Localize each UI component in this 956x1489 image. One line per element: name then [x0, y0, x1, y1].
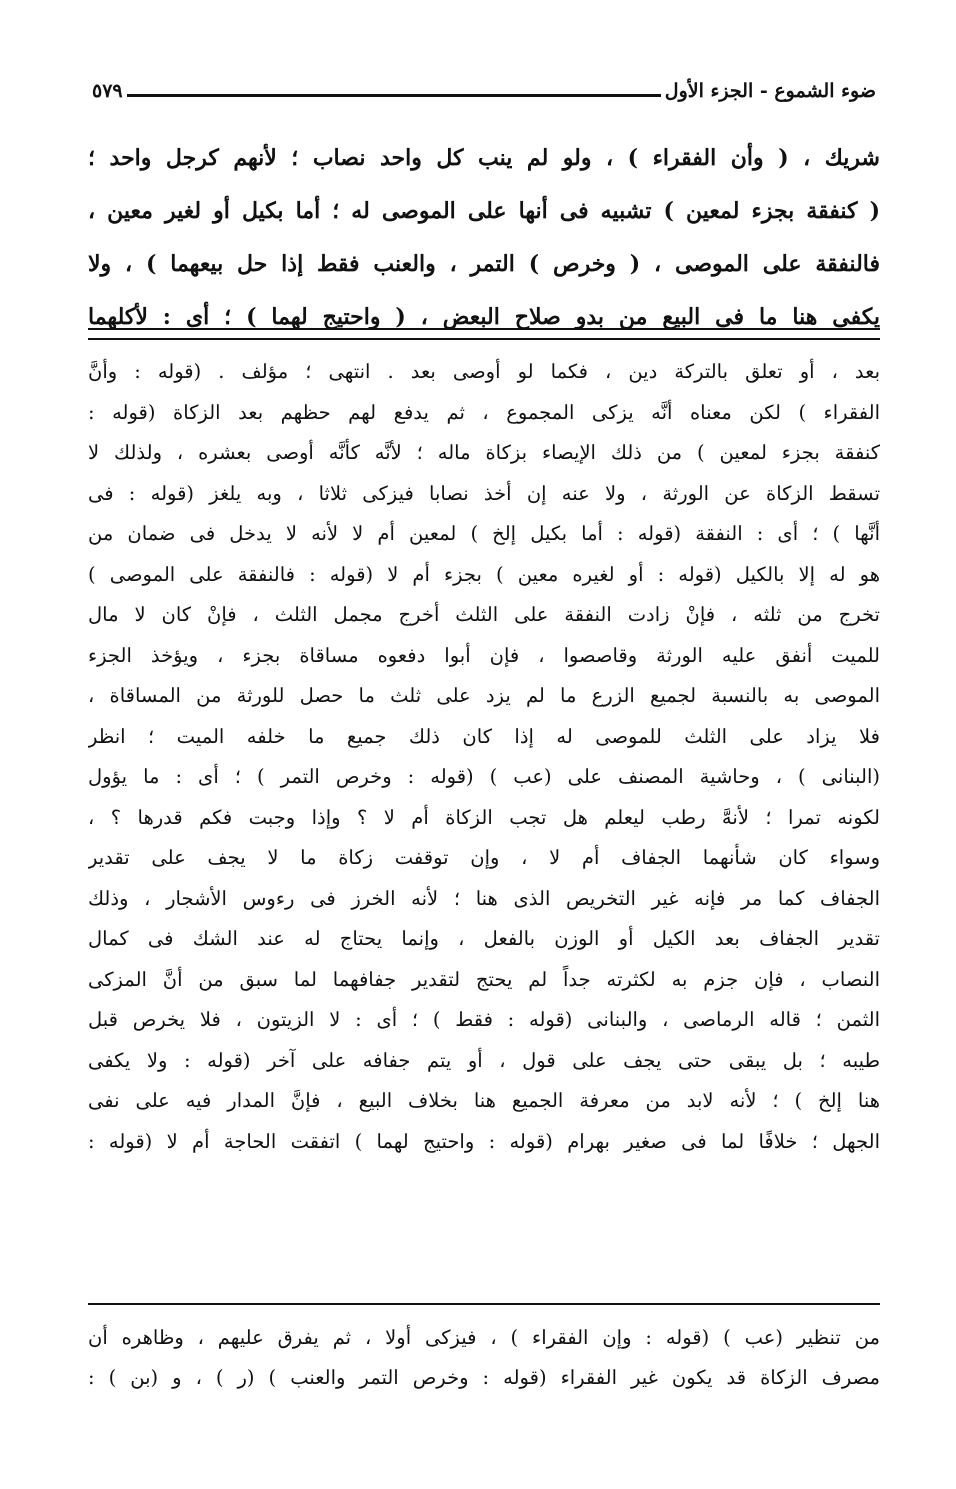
- commentary-line: الجفاف كما مر فإنه غير التخريص الذى هنا ؛ لأنه الخرز فى رءوس الأشجار ، وذلك: [88, 886, 880, 910]
- commentary-line: هنا إلخ ) ؛ لأنه لابد من معرفة الجميع هنا بخلاف البيع ، فإنَّ المدار فيه على نفى: [88, 1089, 880, 1112]
- matn-line: يكفى هنا ما فى البيع من بدو صلاح البعض ، ( واحتيج لهما ) ؛ أى : لأكلهما: [88, 304, 880, 330]
- main-matn-text: [88, 132, 880, 344]
- commentary-line: كنفقة بجزء لمعين ) من ذلك الإيصاء بزكاة ماله ؛ لأنَّه كأنَّه أوصى بعشره ، ولذلك لا: [88, 441, 880, 464]
- commentary-line: الجهل ؛ خلافًا لما فى صغير بهرام (قوله : واحتيج لهما ) اتفقت الحاجة أم لا (قوله :: [88, 1129, 880, 1153]
- commentary-line: لكونه تمرا ؛ لأنهَّ رطب ليعلم هل تجب الزكاة أم لا ؟ وإذا وجبت فكم قدرها ؟ ،: [88, 805, 880, 829]
- book-page: [88, 70, 880, 1440]
- matn-line: شريك ، ( وأن الفقراء ) ، ولو لم ينب كل واحد نصاب ؛ لأنهم كرجل واحد ؛: [88, 145, 880, 171]
- matn-line: ( كنفقة بجزء لمعين ) تشبيه فى أنها على الموصى له ؛ أما بكيل أو لغير معين ،: [88, 198, 880, 224]
- footnote-rule: [88, 1303, 880, 1305]
- commentary-text: [88, 352, 880, 1162]
- commentary-line: للميت أنفق عليه الورثة وقاصصوا ، فإن أبوا دفعوه مساقاة بجزء ، ويؤخذ الجزء: [88, 643, 880, 667]
- commentary-line: هو له إلا بالكيل (قوله : أو لغيره معين ) بجزء أم لا (قوله : فالنفقة على الموصى ): [88, 562, 880, 586]
- footnote-line: مصرف الزكاة قد يكون غير الفقراء (قوله : وخرص التمر والعنب ) (ر ) ، و (بن ) :: [88, 1366, 880, 1389]
- commentary-line: أنَّها ) ؛ أى : النفقة (قوله : أما بكيل إلخ ) لمعين أم لا لأنه لا يدخل فى ضمان من: [88, 522, 880, 545]
- commentary-line: تخرج من ثلثه ، فإنْ زادت النفقة على الثلث أخرج مجمل الثلث ، فإنْ كان لا مال: [88, 603, 880, 626]
- commentary-line: النصاب ، فإن جزم به لكثرته جداً لم يحتج لتقدير جفافهما لما سبق من أنَّ المزكى: [88, 967, 880, 991]
- commentary-line: طيبه ؛ بل يبقى حتى يجف على قول ، أو يتم جفافه على آخر (قوله : ولا يكفى: [88, 1048, 880, 1072]
- footnote-line: من تنظير (عب ) (قوله : وإن الفقراء ) ، فيزكى أولا ، ثم يفرق عليهم ، وظاهره أن: [88, 1326, 880, 1349]
- commentary-line: الثمن ؛ قاله الرماصى ، والبنانى (قوله : فقط ) ؛ أى : لا الزيتون ، فلا يخرص قبل: [88, 1008, 880, 1031]
- commentary-line: تقدير الجفاف بعد الكيل أو الوزن بالفعل ، وإنما يحتاج له عند الشك فى كمال: [88, 927, 880, 950]
- commentary-line: بعد ، أو تعلق بالتركة دين ، فكما لو أوصى بعد . انتهى ؛ مؤلف . (قوله : وأنَّ: [88, 360, 880, 383]
- commentary-line: فلا يزاد على الثلث للموصى له إذا كان ذلك جميع ما خلفه الميت ؛ انظر: [88, 724, 880, 748]
- commentary-line: الفقراء ) لكن معناه أنَّه يزكى المجموع ، ثم يدفع لهم حظهم بعد الزكاة (قوله :: [88, 400, 880, 424]
- commentary-line: وسواء كان شأنهما الجفاف أم لا ، وإن توقفت زكاة ما لا يجف على تقدير: [88, 846, 880, 869]
- footnotes: [88, 1318, 880, 1398]
- page-number: ٥٧٩: [88, 80, 127, 102]
- commentary-line: الموصى به بالنسبة لجميع الزرع ما لم يزد على ثلث ما حصل للورثة من المساقاة ،: [88, 684, 880, 707]
- header-title: ضوء الشموع - الجزء الأول: [661, 80, 880, 102]
- matn-line: فالنفقة على الموصى ، ( وخرص ) التمر ، والعنب فقط إذا حل بيعهما ) ، ولا: [88, 251, 880, 277]
- commentary-line: تسقط الزكاة عن الورثة ، ولا عنه إن أخذ نصابا فيزكى ثلاثا ، وبه يلغز (قوله : فى: [88, 481, 880, 505]
- section-double-rule: [88, 328, 880, 340]
- running-header: [88, 80, 880, 110]
- commentary-line: (البنانى ) ، وحاشية المصنف على (عب ) (قوله : وخرص التمر ) ؛ أى : ما يؤول: [88, 765, 880, 788]
